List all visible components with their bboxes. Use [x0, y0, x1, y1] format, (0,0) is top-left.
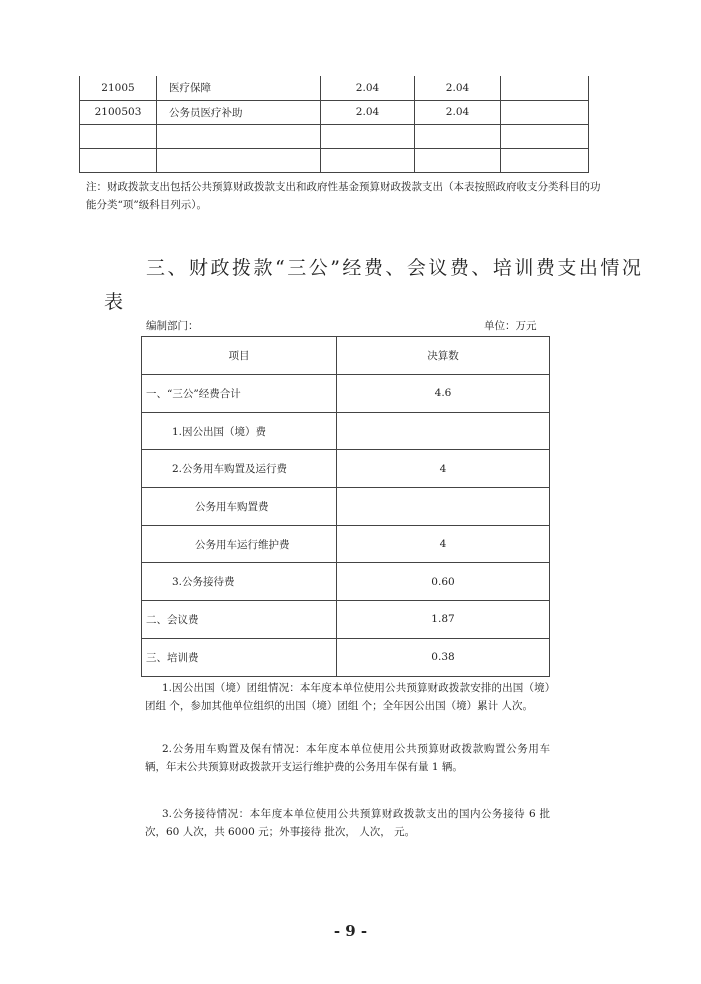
table-row — [80, 148, 589, 172]
table-row — [142, 525, 550, 563]
amount-total: 2.04 — [321, 76, 415, 100]
header-value: 决算数 — [337, 337, 550, 375]
subject-code: 2100503 — [80, 100, 157, 124]
expenditure-continuation-table — [79, 76, 589, 173]
table-row — [142, 450, 550, 488]
row-value: 4 — [337, 450, 550, 488]
section-title-continued: 表 — [104, 291, 124, 313]
table-row — [142, 601, 550, 639]
amount-project — [501, 100, 589, 124]
row-value: 4 — [337, 525, 550, 563]
row-item: 公务用车运行维护费 — [142, 525, 337, 563]
row-item: 二、会议费 — [142, 601, 337, 639]
row-value — [337, 412, 550, 450]
table-row — [142, 638, 550, 676]
amount-total — [321, 124, 415, 148]
three-public-expenses-table — [141, 336, 550, 677]
page-number: - 9 - — [333, 922, 368, 940]
amount-basic — [415, 148, 501, 172]
subject-code — [80, 148, 157, 172]
row-value: 0.38 — [337, 638, 550, 676]
subject-code — [80, 124, 157, 148]
section-title: 三、财政拨款“三公”经费、会议费、培训费支出情况 — [146, 257, 644, 279]
subject-name: 公务员医疗补助 — [157, 100, 321, 124]
row-item: 公务用车购置费 — [142, 488, 337, 526]
subject-name — [157, 148, 321, 172]
table-row — [80, 100, 589, 124]
amount-total: 2.04 — [321, 100, 415, 124]
row-item: 3.公务接待费 — [142, 563, 337, 601]
subject-code: 21005 — [80, 76, 157, 100]
row-item: 一、“三公”经费合计 — [142, 375, 337, 413]
official-vehicles-paragraph: 2.公务用车购置及保有情况：本年度本单位使用公共预算财政拨款购置公务用车 辆，年末公共预算财政拨款开支运行维护费的公务用车保有量 1 辆。 — [145, 743, 550, 773]
table-row — [80, 76, 589, 100]
amount-basic: 2.04 — [415, 100, 501, 124]
row-item: 2.公务用车购置及运行费 — [142, 450, 337, 488]
table-row — [142, 563, 550, 601]
header-item: 项目 — [142, 337, 337, 375]
official-reception-paragraph: 3.公务接待情况：本年度本单位使用公共预算财政拨款支出的国内公务接待 6 批次，60 人次，共 6000 元；外事接待 批次， 人次， 元。 — [145, 808, 550, 838]
unit-label: 单位：万元 — [484, 320, 537, 332]
row-value: 0.60 — [337, 563, 550, 601]
table-header-row — [142, 337, 550, 375]
table-note: 注：财政拨款支出包括公共预算财政拨款支出和政府性基金预算财政拨款支出（本表按照政府收支分类科目的功能分类“项”级科目列示）。 — [86, 181, 601, 211]
table-row — [142, 375, 550, 413]
subject-name — [157, 124, 321, 148]
row-value: 1.87 — [337, 601, 550, 639]
amount-project — [501, 76, 589, 100]
table-row — [80, 124, 589, 148]
amount-total — [321, 148, 415, 172]
amount-basic: 2.04 — [415, 76, 501, 100]
row-value — [337, 488, 550, 526]
table-row — [142, 412, 550, 450]
overseas-trips-paragraph: 1.因公出国（境）团组情况：本年度本单位使用公共预算财政拨款安排的出国（境）团组 个，参加其他单位组织的出国（境）团组 个；全年因公出国（境）累计 人次。 — [145, 682, 550, 712]
row-item: 1.因公出国（境）费 — [142, 412, 337, 450]
amount-basic — [415, 124, 501, 148]
row-item: 三、培训费 — [142, 638, 337, 676]
org-label: 编制部门： — [146, 320, 199, 332]
row-value: 4.6 — [337, 375, 550, 413]
amount-project — [501, 148, 589, 172]
subject-name: 医疗保障 — [157, 76, 321, 100]
table-row — [142, 488, 550, 526]
amount-project — [501, 124, 589, 148]
